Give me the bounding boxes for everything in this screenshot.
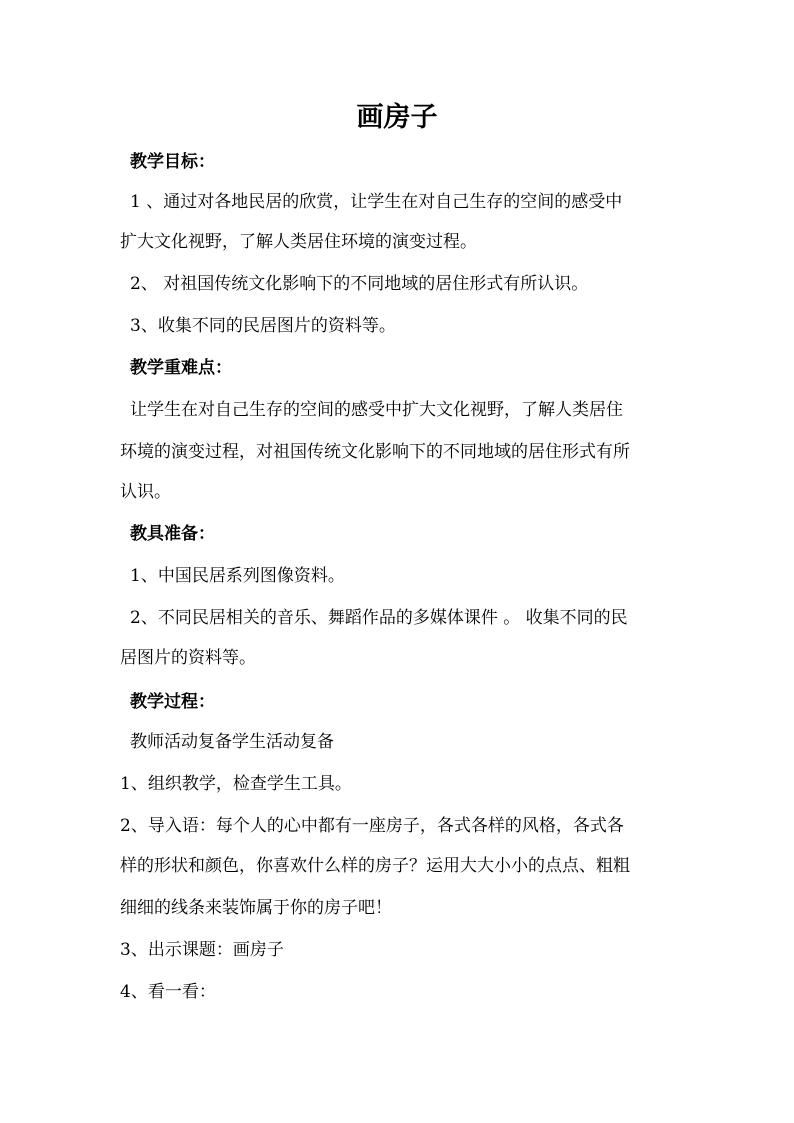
heading-materials: 教具准备： <box>130 524 215 544</box>
document-title: 画房子 <box>356 102 438 133</box>
key-points-line-3: 认识。 <box>120 482 171 502</box>
goal-3: 3、收集不同的民居图片的资料等。 <box>130 316 396 336</box>
heading-teaching-goals: 教学目标： <box>130 152 215 172</box>
materials-2-line-1: 2、不同民居相关的音乐、舞蹈作品的多媒体课件 。 收集不同的民 <box>130 608 628 628</box>
process-step-2-line-2: 样的形状和颜色，你喜欢什么样的房子？运用大大小小的点点、粗粗 <box>120 856 630 876</box>
process-step-2-line-3: 细细的线条来装饰属于你的房子吧！ <box>120 898 392 918</box>
process-step-3: 3、出示课题：画房子 <box>120 940 284 960</box>
goal-2: 2、 对祖国传统文化影响下的不同地域的居住形式有所认识。 <box>130 274 589 294</box>
goal-1-line-1: 1 、通过对各地民居的欣赏，让学生在对自己生存的空间的感受中 <box>130 192 623 212</box>
materials-1: 1、中国民居系列图像资料。 <box>130 566 345 586</box>
heading-key-points: 教学重难点： <box>130 358 232 378</box>
materials-2-line-2: 居图片的资料等。 <box>120 648 256 668</box>
process-columns: 教师活动复备学生活动复备 <box>130 732 334 752</box>
key-points-line-2: 环境的演变过程，对祖国传统文化影响下的不同地域的居住形式有所 <box>120 442 630 462</box>
process-step-2-line-1: 2、导入语：每个人的心中都有一座房子，各式各样的风格，各式各 <box>120 816 624 836</box>
key-points-line-1: 让学生在对自己生存的空间的感受中扩大文化视野，了解人类居住 <box>130 400 623 420</box>
process-step-4: 4、看一看： <box>120 982 216 1002</box>
heading-process: 教学过程： <box>130 692 215 712</box>
goal-1-line-2: 扩大文化视野，了解人类居住环境的演变过程。 <box>120 232 477 252</box>
process-step-1: 1、组织教学，检查学生工具。 <box>120 774 352 794</box>
